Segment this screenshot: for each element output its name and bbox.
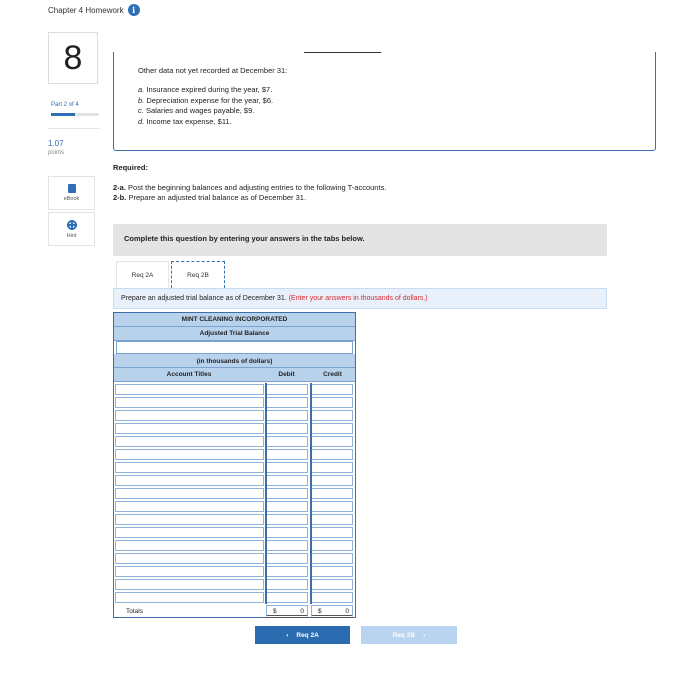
account-title-input[interactable] [115, 579, 264, 590]
list-item: b. Depreciation expense for the year, $6. [138, 95, 274, 105]
debit-input[interactable] [266, 449, 308, 460]
list-item: d. Income tax expense, $11. [138, 116, 232, 126]
table-row [114, 474, 355, 487]
account-title-input[interactable] [115, 384, 264, 395]
divider [48, 128, 100, 129]
table-row [114, 448, 355, 461]
column-divider [310, 513, 312, 526]
question-number: 8 [48, 32, 98, 84]
debit-input[interactable] [266, 384, 308, 395]
column-divider [265, 409, 267, 422]
part-indicator: Part 2 of 4 [51, 102, 79, 108]
column-header-row [114, 368, 355, 382]
column-divider [265, 448, 267, 461]
column-divider [310, 591, 312, 604]
required-list [113, 183, 386, 203]
other-data-heading: Other data not yet recorded at December 31: [138, 66, 288, 75]
debit-input[interactable] [266, 566, 308, 577]
other-data-list [138, 85, 273, 127]
table-row [114, 461, 355, 474]
column-divider [265, 526, 267, 539]
debit-input[interactable] [266, 436, 308, 447]
totals-label: Totals [126, 608, 143, 615]
credit-input[interactable] [311, 475, 353, 486]
account-title-input[interactable] [115, 462, 264, 473]
page-title: Chapter 4 Homework [48, 5, 124, 15]
debit-input[interactable] [266, 410, 308, 421]
account-title-input[interactable] [115, 475, 264, 486]
debit-input[interactable] [266, 592, 308, 603]
debit-input[interactable] [266, 514, 308, 525]
account-title-input[interactable] [115, 514, 264, 525]
points-value: 1.07 [48, 139, 64, 148]
column-divider [265, 500, 267, 513]
table-row [114, 565, 355, 578]
currency-symbol: $ [318, 608, 322, 615]
required-heading: Required: [113, 163, 149, 172]
debit-input[interactable] [266, 397, 308, 408]
credit-input[interactable] [311, 553, 353, 564]
account-title-input[interactable] [115, 501, 264, 512]
account-title-input[interactable] [115, 540, 264, 551]
table-row [114, 526, 355, 539]
table-row [114, 513, 355, 526]
date-input[interactable] [116, 341, 353, 354]
tab-req-2b[interactable]: Req 2B [171, 261, 225, 288]
column-divider [310, 552, 312, 565]
part-progress-bar [51, 113, 99, 116]
column-divider [310, 396, 312, 409]
column-divider [265, 396, 267, 409]
account-title-input[interactable] [115, 423, 264, 434]
table-row [114, 422, 355, 435]
credit-input[interactable] [311, 423, 353, 434]
account-title-input[interactable] [115, 566, 264, 577]
credit-input[interactable] [311, 592, 353, 603]
column-divider [310, 422, 312, 435]
debit-input[interactable] [266, 462, 308, 473]
credit-input[interactable] [311, 514, 353, 525]
prev-req-label: Req 2A [296, 631, 319, 639]
column-divider [310, 526, 312, 539]
column-divider [265, 578, 267, 591]
column-divider [310, 500, 312, 513]
debit-input[interactable] [266, 579, 308, 590]
next-req-label: Req 2B [392, 631, 416, 639]
table-row [114, 409, 355, 422]
chevron-right-icon: › [423, 631, 426, 639]
column-divider [265, 565, 267, 578]
table-row [114, 591, 355, 604]
company-name: MINT CLEANING INCORPORATED [114, 313, 355, 327]
prev-req-button[interactable] [255, 626, 350, 644]
credit-input[interactable] [311, 410, 353, 421]
table-row [114, 487, 355, 500]
debit-input[interactable] [266, 423, 308, 434]
credit-input[interactable] [311, 527, 353, 538]
list-item: c. Salaries and wages payable, $9. [138, 106, 255, 115]
next-req-button[interactable] [361, 626, 457, 644]
debit-input[interactable] [266, 527, 308, 538]
instruction-banner: Complete this question by entering your answers in the tabs below. [113, 224, 607, 256]
account-title-input[interactable] [115, 410, 264, 421]
page-header [48, 4, 140, 16]
column-divider [265, 513, 267, 526]
debit-input[interactable] [266, 488, 308, 499]
account-title-input[interactable] [115, 488, 264, 499]
column-divider [310, 409, 312, 422]
column-divider [265, 539, 267, 552]
credit-input[interactable] [311, 501, 353, 512]
table-row [114, 500, 355, 513]
total-credit-value: 0 [345, 608, 349, 615]
totals-row [114, 605, 355, 618]
total-debit-cell [266, 605, 308, 618]
trial-balance-table [113, 312, 356, 618]
account-title-input[interactable] [115, 436, 264, 447]
credit-input[interactable] [311, 436, 353, 447]
debit-input[interactable] [266, 553, 308, 564]
lifebuoy-icon [67, 220, 77, 230]
list-item: 2-a. Post the beginning balances and adjusting entries to the following T-accounts. [113, 183, 387, 192]
credit-input[interactable] [311, 384, 353, 395]
table-row [114, 396, 355, 409]
column-divider [265, 383, 267, 396]
column-header-account: Account Titles [166, 371, 212, 378]
column-divider [265, 422, 267, 435]
table-row [114, 435, 355, 448]
column-divider [310, 539, 312, 552]
credit-input[interactable] [311, 579, 353, 590]
column-divider [310, 578, 312, 591]
total-debit-value: 0 [300, 608, 304, 615]
part-progress-fill [51, 113, 75, 116]
prompt-bar [113, 288, 607, 309]
debit-input[interactable] [266, 540, 308, 551]
chevron-left-icon: ‹ [286, 631, 289, 639]
credit-input[interactable] [311, 540, 353, 551]
account-title-input[interactable] [115, 527, 264, 538]
column-header-debit: Debit [278, 371, 295, 378]
credit-input[interactable] [311, 488, 353, 499]
list-item: a. Insurance expired during the year, $7. [138, 85, 273, 94]
column-divider [265, 487, 267, 500]
column-divider [265, 474, 267, 487]
table-row [114, 383, 355, 396]
column-divider [265, 552, 267, 565]
debit-input[interactable] [266, 475, 308, 486]
credit-input[interactable] [311, 449, 353, 460]
column-divider [310, 565, 312, 578]
column-divider [265, 591, 267, 604]
table-row [114, 539, 355, 552]
tab-req-2a[interactable]: Req 2A [116, 261, 169, 288]
table-row [114, 552, 355, 565]
account-title-input[interactable] [115, 397, 264, 408]
credit-input[interactable] [311, 397, 353, 408]
prompt-text: Prepare an adjusted trial balance as of December 31. [121, 295, 287, 302]
book-icon [68, 184, 76, 193]
hint-label: Hint [66, 232, 77, 239]
units-label: (in thousands of dollars) [114, 354, 355, 368]
column-divider [310, 383, 312, 396]
prompt-note: (Enter your answers in thousands of dollars.) [288, 295, 428, 302]
ebook-button[interactable] [48, 176, 95, 210]
debit-input[interactable] [266, 501, 308, 512]
credit-input[interactable] [311, 462, 353, 473]
account-title-input[interactable] [115, 592, 264, 603]
column-divider [310, 435, 312, 448]
column-divider [310, 487, 312, 500]
list-item: 2-b. Prepare an adjusted trial balance as of December 31. [113, 193, 307, 202]
column-divider [310, 474, 312, 487]
divider [304, 52, 381, 53]
column-divider [310, 461, 312, 474]
hint-button[interactable] [48, 212, 95, 246]
credit-input[interactable] [311, 566, 353, 577]
total-credit-cell [311, 605, 353, 618]
statement-title: Adjusted Trial Balance [114, 327, 355, 341]
info-icon[interactable]: i [128, 4, 140, 16]
column-divider [310, 448, 312, 461]
column-header-credit: Credit [323, 371, 342, 378]
account-title-input[interactable] [115, 449, 264, 460]
ebook-label: eBook [63, 196, 80, 202]
column-divider [265, 461, 267, 474]
points-label: points [48, 150, 65, 156]
account-title-input[interactable] [115, 553, 264, 564]
table-row [114, 578, 355, 591]
currency-symbol: $ [273, 608, 277, 615]
column-divider [265, 435, 267, 448]
